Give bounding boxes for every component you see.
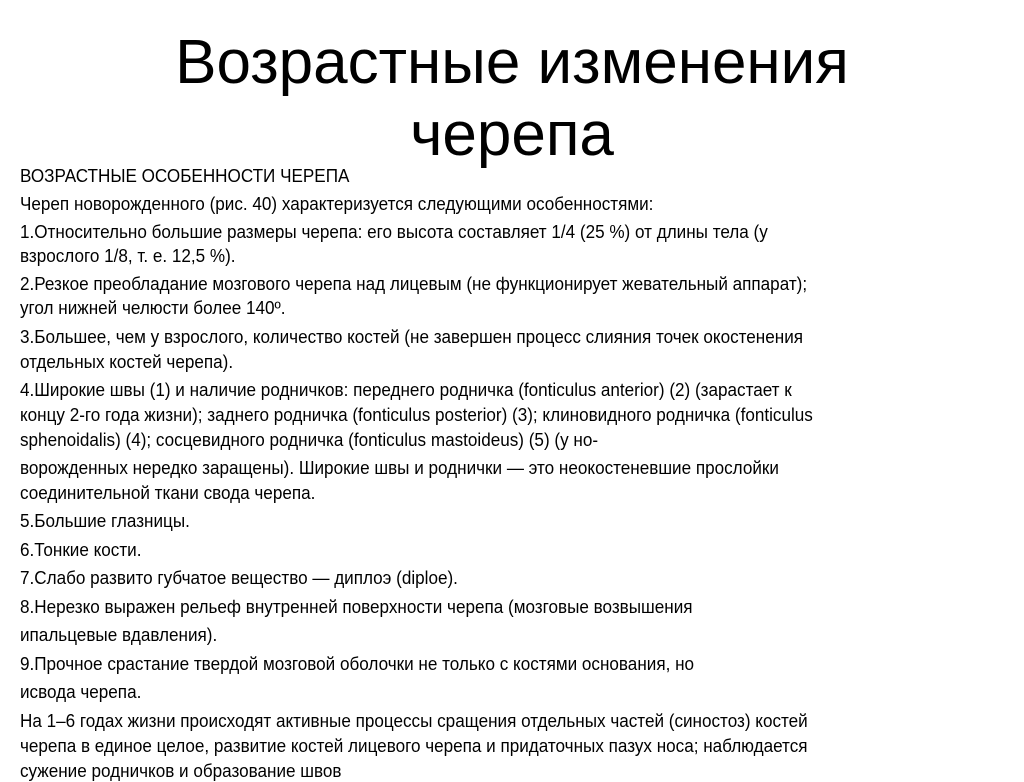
slide-title-line-2: черепа (410, 100, 614, 169)
text-line: sphenoidalis) (4); сосцевидного родничка (fonticulus mastoideus) (5) (у но- (20, 430, 599, 450)
text-line: 8.Нерезко выражен рельеф внутренней поверхности черепа (мозговые возвышения (20, 597, 693, 617)
text-line: исвода черепа. (20, 682, 142, 702)
text-line: 7.Слабо развито губчатое вещество — диплоэ (diploe). (20, 568, 458, 588)
text-line: 3.Большее, чем у взрослого, количество костей (не завершен процесс слияния точек окостенения (20, 327, 804, 347)
text-line: Череп новорожденного (рис. 40) характеризуется следующими особенностями: (20, 194, 654, 214)
text-line: отдельных костей черепа). (20, 352, 234, 372)
text-line: 1.Относительно большие размеры черепа: его высота составляет 1/4 (25 %) от длины тела (у (20, 222, 768, 242)
text-line: угол нижней челюсти более 140º. (20, 298, 286, 318)
text-line: ворожденных нередко заращены). Широкие швы и роднички — это неокостеневшие прослойки (20, 458, 779, 478)
text-line: ипальцевые вдавления). (20, 625, 218, 645)
text-line-cut-off: сужение родничков и образование швов (20, 761, 342, 781)
text-line: соединительной ткани свода черепа. (20, 483, 316, 503)
text-line: 2.Резкое преобладание мозгового черепа над лицевым (не функционирует жевательный аппарат); (20, 274, 808, 294)
text-line: черепа в единое целое, развитие костей лицевого черепа и придаточных пазух носа; наблюдается (20, 736, 808, 756)
text-line: На 1–6 годах жизни происходят активные процессы сращения отдельных частей (синостоз) костей (20, 711, 808, 731)
text-line: 9.Прочное срастание твердой мозговой оболочки не только с костями основания, но (20, 654, 695, 674)
text-line: 4.Широкие швы (1) и наличие родничков: переднего родничка (fonticulus anterior) (2) (зарастает к (20, 380, 792, 400)
text-line: 5.Большие глазницы. (20, 511, 190, 531)
section-heading: ВОЗРАСТНЫЕ ОСОБЕННОСТИ ЧЕРЕПА (20, 166, 350, 186)
slide-title-line-1: Возрастные изменения (175, 28, 849, 97)
text-line: концу 2-го года жизни); заднего родничка (fonticulus posterior) (3); клиновидного родничка (fonticulus (20, 405, 813, 425)
text-line: 6.Тонкие кости. (20, 540, 142, 560)
text-line: взрослого 1/8, т. е. 12,5 %). (20, 246, 236, 266)
